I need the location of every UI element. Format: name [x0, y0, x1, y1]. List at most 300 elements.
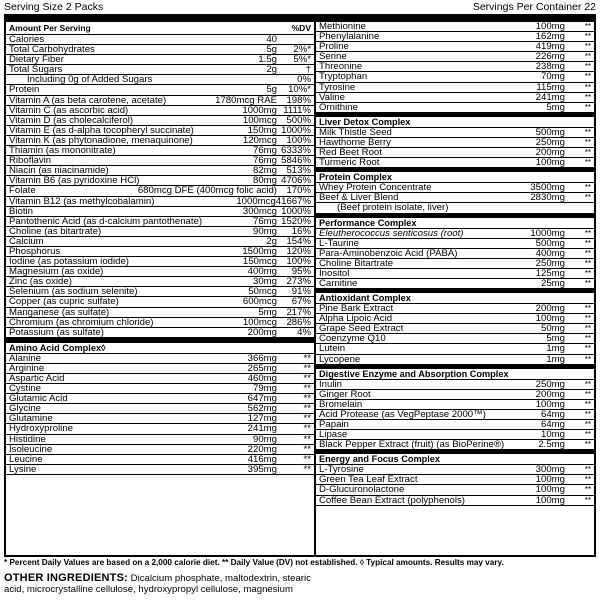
ingredient-dv: **	[303, 414, 311, 425]
ingredient-dv: 91%	[291, 287, 311, 298]
ingredient-name: Lutein	[319, 344, 346, 354]
table-row	[316, 138, 594, 148]
ingredient-dv: 1000%	[281, 206, 311, 217]
ingredient-amount: 115mg	[536, 82, 565, 93]
table-row	[316, 249, 594, 259]
ingredient-name: Vitamin B12 (as methylcobalamin)	[9, 196, 155, 206]
amount-per-serving-label: Amount Per Serving	[9, 23, 91, 33]
table-row	[6, 455, 314, 465]
table-row	[316, 355, 594, 365]
ingredient-name: Copper (as cupric sulfate)	[9, 297, 119, 307]
ingredient-amount: 200mg	[535, 389, 565, 400]
ingredient-amount: 10mg	[541, 430, 565, 441]
table-row	[6, 146, 314, 156]
ingredient-name: Lipase	[319, 430, 348, 440]
ingredient-dv: **	[584, 42, 591, 52]
ingredient-dv: **	[584, 62, 591, 72]
table-row	[316, 390, 594, 400]
ingredient-name: Isoleucine	[9, 444, 53, 454]
ingredient-dv: **	[584, 465, 591, 475]
ingredient-dv: **	[584, 409, 591, 419]
ingredient-amount: 395mg	[247, 464, 277, 475]
ingredient-amount: 64mg	[541, 409, 565, 420]
ingredient-name: Vitamin C (as ascorbic acid)	[9, 105, 129, 115]
ingredient-amount: 127mg	[247, 414, 277, 425]
table-row	[6, 166, 314, 176]
ingredient-amount: 460mg	[247, 374, 277, 384]
ingredient-amount: 300mg	[535, 465, 565, 476]
table-row	[6, 96, 314, 106]
ingredient-name: Chromium (as chromium chloride)	[9, 317, 154, 327]
amino-acid-complex-title: Amino Acid Complex◊	[6, 338, 314, 354]
ingredient-amount: 5g	[266, 85, 277, 96]
ingredient-name: Methionine	[319, 22, 366, 32]
ingredient-amount: 562mg	[247, 404, 277, 415]
table-row	[316, 158, 594, 168]
ingredient-dv: **	[584, 268, 591, 278]
table-row	[6, 75, 314, 85]
ingredient-dv: 513%	[286, 166, 311, 177]
column-header	[6, 22, 314, 35]
ingredient-name: Vitamin E (as d-alpha tocopheryl succinate)	[9, 125, 194, 135]
ingredient-amount: 600mcg	[242, 297, 277, 308]
table-row	[6, 267, 314, 277]
protein-list	[316, 183, 594, 213]
ingredient-name: Biotin	[9, 206, 33, 216]
ingredient-dv: **	[584, 399, 591, 409]
table-row	[6, 35, 314, 45]
ingredient-dv: **	[584, 102, 591, 112]
table-row	[316, 400, 594, 410]
ingredient-amount: 150mg	[247, 125, 277, 136]
table-row	[6, 186, 314, 196]
ingredient-dv: 500%	[286, 115, 311, 126]
ingredient-name: Selenium (as sodium selenite)	[9, 287, 138, 297]
ingredient-name: Lycopene	[319, 354, 361, 364]
ingredient-dv: **	[303, 374, 311, 384]
ingredient-dv: **	[584, 258, 591, 268]
ingredient-name: Black Pepper Extract (fruit) (as BioPerine®)	[319, 440, 505, 450]
serving-info	[4, 0, 596, 14]
ingredient-amount: 1000mg	[242, 105, 277, 116]
ingredient-dv: **	[303, 424, 311, 435]
table-row	[316, 304, 594, 314]
ingredient-amount: 79mg	[253, 384, 277, 395]
table-row	[316, 485, 594, 495]
ingredient-name: Total Sugars	[9, 65, 63, 75]
ingredient-amount: 2g	[266, 236, 277, 247]
ingredient-amount: 82mg	[253, 166, 277, 177]
ingredient-dv: **	[584, 127, 591, 137]
ingredient-name: Coenzyme Q10	[319, 334, 386, 344]
ingredient-dv: 1000%	[281, 125, 311, 136]
ingredient-dv: **	[584, 82, 591, 92]
performance-list	[316, 229, 594, 290]
ingredient-name: Potassium (as sulfate)	[9, 327, 104, 337]
table-row	[6, 227, 314, 237]
ingredient-dv: **	[584, 148, 591, 158]
ingredient-dv: **	[303, 454, 311, 465]
ingredient-amount: 250mg	[535, 258, 565, 269]
ingredient-dv: 170%	[286, 186, 311, 197]
ingredient-dv: 286%	[286, 317, 311, 328]
amino-continued-list	[316, 22, 594, 113]
table-row	[316, 103, 594, 113]
table-row	[316, 62, 594, 72]
ingredient-amount: 220mg	[247, 444, 277, 455]
ingredient-dv: **	[584, 228, 591, 238]
ingredient-dv: 217%	[286, 307, 311, 318]
ingredient-name: Including 0g of Added Sugars	[27, 75, 153, 85]
ingredient-amount: 30mg	[253, 277, 277, 288]
ingredient-amount: 400mg	[247, 267, 277, 278]
ingredient-amount: 1000mg	[530, 228, 565, 239]
serving-size: Serving Size 2 Packs	[4, 1, 104, 13]
servings-per-container: Servings Per Container 22	[472, 1, 596, 13]
ingredient-dv: **	[303, 353, 311, 364]
table-row	[6, 277, 314, 287]
table-row	[316, 52, 594, 62]
ingredient-dv: **	[584, 92, 591, 102]
table-row	[6, 197, 314, 207]
ingredient-dv: 2%*	[293, 45, 311, 56]
table-row	[316, 269, 594, 279]
ingredient-dv: **	[584, 314, 591, 324]
other-ingredients-line2: acid, microcrystalline cellulose, hydroxypropyl cellulose, magnesium	[4, 584, 293, 595]
ingredient-name: D-Glucuronolactone	[319, 485, 405, 495]
ingredient-name: Thiamin (as mononitrate)	[9, 146, 116, 156]
ingredient-amount: 100mcg	[242, 317, 277, 328]
ingredient-name: Histidine	[9, 434, 46, 444]
ingredient-amount: 3500mg	[530, 183, 565, 194]
table-row	[6, 354, 314, 364]
table-row	[6, 156, 314, 166]
table-row	[316, 279, 594, 289]
table-row	[316, 430, 594, 440]
ingredient-dv: **	[303, 464, 311, 475]
ingredient-name: Aspartic Acid	[9, 374, 65, 384]
ingredient-amount: 76mg	[253, 156, 277, 167]
table-row	[316, 410, 594, 420]
table-row	[316, 83, 594, 93]
table-row	[316, 465, 594, 475]
ingredient-name: Riboflavin	[9, 156, 52, 166]
ingredient-name: Hydroxyproline	[9, 424, 73, 434]
ingredient-amount: 400mg	[535, 248, 565, 259]
ingredient-dv: 95%	[291, 267, 311, 278]
table-row	[6, 404, 314, 414]
energy-list	[316, 465, 594, 505]
table-row	[316, 32, 594, 42]
ingredient-dv: **	[584, 485, 591, 495]
ingredient-name: Cystine	[9, 384, 41, 394]
table-row	[316, 203, 594, 213]
ingredient-amount: 2g	[266, 65, 277, 76]
ingredient-dv: **	[584, 248, 591, 258]
ingredient-dv: **	[584, 324, 591, 334]
ingredient-name: Valine	[319, 92, 345, 102]
ingredient-name: Acid Protease (as VegPeptase 2000™)	[319, 409, 486, 419]
table-row	[6, 207, 314, 217]
ingredient-name: Serine	[319, 52, 347, 62]
ingredient-amount: 226mg	[535, 52, 565, 63]
table-row	[316, 475, 594, 485]
ingredient-name: Hawthorne Berry	[319, 137, 391, 148]
ingredient-name: Ornithine	[319, 102, 358, 112]
ingredient-dv: 100%	[286, 135, 311, 146]
ingredient-name: Arginine	[9, 363, 45, 373]
ingredient-amount: 250mg	[535, 137, 565, 148]
antioxidant-complex-title: Antioxidant Complex	[316, 289, 594, 304]
ingredient-amount: 100mg	[535, 158, 565, 169]
ingredient-amount: 76mg	[253, 146, 277, 157]
ingredient-dv: **	[584, 475, 591, 485]
ingredient-name: (Beef protein isolate, liver)	[337, 203, 449, 213]
ingredient-dv: 1520%	[281, 216, 311, 227]
ingredient-amount: 200mg	[247, 327, 277, 338]
ingredient-dv: **	[584, 193, 591, 203]
ingredient-name: Inulin	[319, 379, 342, 389]
table-row	[6, 65, 314, 75]
ingredient-name: Leucine	[9, 454, 43, 464]
table-row	[316, 193, 594, 203]
ingredient-name: Alanine	[9, 353, 42, 363]
ingredient-amount: 1000mcg	[236, 196, 276, 207]
ingredient-amount: 100mg	[535, 475, 565, 486]
table-row	[316, 259, 594, 269]
ingredient-name: Alpha Lipoic Acid	[319, 314, 393, 324]
ingredient-dv: 16%	[291, 226, 311, 237]
ingredient-amount: 64mg	[541, 420, 565, 430]
ingredient-amount: 25mg	[541, 278, 565, 289]
ingredient-amount: 90mg	[253, 226, 277, 237]
ingredient-amount: 50mg	[541, 324, 565, 335]
ingredient-name: Proline	[319, 42, 349, 52]
ingredient-name: Coffee Bean Extract (polyphenols)	[319, 495, 465, 505]
liver-list	[316, 128, 594, 168]
ingredient-dv: 10%*	[288, 85, 311, 96]
ingredient-amount: 76mg	[253, 216, 277, 227]
table-row	[316, 496, 594, 506]
table-row	[6, 297, 314, 307]
ingredient-dv: **	[303, 363, 311, 374]
ingredient-name: Tyrosine	[319, 82, 356, 92]
ingredient-dv: **	[584, 389, 591, 399]
table-row	[6, 374, 314, 384]
ingredient-amount: 100mg	[535, 314, 565, 325]
ingredient-name: Turmeric Root	[319, 158, 380, 168]
ingredient-name: Vitamin K (as phytonadione, menaquinone)	[9, 135, 193, 146]
ingredient-amount: 647mg	[247, 394, 277, 405]
table-row	[6, 318, 314, 328]
ingredient-name: Inositol	[319, 268, 350, 278]
protein-complex-title: Protein Complex	[316, 168, 594, 183]
table-row	[6, 308, 314, 318]
digestive-list	[316, 380, 594, 451]
ingredient-amount: 150mcg	[242, 257, 277, 268]
ingredient-dv: 120%	[286, 246, 311, 257]
ingredient-amount: 300mcg	[242, 206, 277, 217]
ingredient-dv: 6333%	[281, 146, 311, 157]
ingredient-name: Threonine	[319, 62, 363, 72]
table-row	[316, 72, 594, 82]
table-row	[316, 314, 594, 324]
ingredient-dv: **	[584, 238, 591, 248]
ingredient-amount: 2830mg	[530, 193, 565, 204]
ingredient-dv: 0%	[297, 75, 311, 86]
table-row	[6, 445, 314, 455]
digestive-complex-title: Digestive Enzyme and Absorption Complex	[316, 365, 594, 380]
ingredient-amount: 1mg	[546, 354, 565, 365]
ingredient-dv: **	[584, 354, 591, 364]
nutrient-list	[6, 35, 314, 338]
energy-focus-title: Energy and Focus Complex	[316, 450, 594, 465]
ingredient-amount: 40	[266, 35, 277, 45]
ingredient-dv: 5846%	[281, 156, 311, 167]
table-row	[316, 334, 594, 344]
ingredient-amount: 50mcg	[248, 287, 277, 298]
ingredient-amount: 241mg	[247, 424, 277, 435]
ingredient-dv: **	[303, 394, 311, 405]
table-row	[316, 93, 594, 103]
other-ingredients	[4, 573, 334, 595]
dv-label: %DV	[291, 23, 311, 33]
ingredient-name: Folate	[9, 186, 36, 196]
table-row	[6, 394, 314, 404]
ingredient-amount: 90mg	[253, 434, 277, 445]
table-row	[6, 384, 314, 394]
ingredient-dv: 4706%	[281, 176, 311, 187]
table-row	[6, 116, 314, 126]
ingredient-amount: 80mg	[253, 176, 277, 187]
amino-list	[6, 354, 314, 475]
ingredient-amount: 100mg	[535, 22, 565, 32]
ingredient-dv: †	[305, 65, 311, 76]
ingredient-dv: **	[584, 183, 591, 193]
other-ingredients-line1: Dicalcium phosphate, maltodextrin, stearic	[130, 573, 311, 584]
ingredient-dv: **	[584, 334, 591, 344]
ingredient-name: Tryptophan	[319, 72, 368, 82]
ingredient-name: Carnitine	[319, 278, 358, 289]
ingredient-name: Pine Bark Extract	[319, 304, 394, 314]
table-row	[6, 217, 314, 227]
ingredient-dv: 1111%	[283, 105, 311, 116]
ingredient-amount: 2.5mg	[538, 440, 565, 451]
ingredient-amount: 5mg	[258, 307, 277, 318]
right-column	[316, 22, 594, 555]
ingredient-amount: 419mg	[535, 42, 565, 53]
ingredient-dv: 198%	[286, 95, 311, 106]
ingredient-amount: 120mcg	[242, 135, 277, 146]
ingredient-name: Phosphorus	[9, 246, 61, 257]
table-row	[6, 247, 314, 257]
table-row	[6, 106, 314, 116]
ingredient-amount: 5mg	[546, 334, 565, 345]
table-row	[316, 440, 594, 450]
ingredient-dv: **	[584, 52, 591, 62]
table-row	[316, 42, 594, 52]
footnote: * Percent Daily Values are based on a 2,000 calorie diet. ** Daily Value (DV) not established. ◊ Typical amounts. Results may vary.	[4, 555, 596, 570]
ingredient-amount: 250mg	[535, 379, 565, 390]
ingredient-name: Beef & Liver Blend	[319, 193, 399, 203]
antioxidant-list	[316, 304, 594, 365]
table-row	[6, 287, 314, 297]
ingredient-name: Vitamin B6 (as pyridoxine HCl)	[9, 176, 140, 186]
ingredient-amount: 125mg	[535, 268, 565, 279]
ingredient-dv: **	[584, 344, 591, 354]
ingredient-amount: 200mg	[535, 304, 565, 315]
ingredient-amount: 238mg	[535, 62, 565, 73]
table-row	[6, 45, 314, 55]
ingredient-name: Zinc (as oxide)	[9, 277, 72, 287]
ingredient-name: Whey Protein Concentrate	[319, 183, 432, 193]
ingredient-amount: 1780mcg RAE	[215, 95, 277, 106]
ingredient-amount: 5mg	[546, 102, 565, 113]
ingredient-name: Dietary Fiber	[9, 55, 64, 65]
ingredient-name: Manganese (as sulfate)	[9, 307, 110, 317]
left-column	[6, 22, 316, 555]
ingredient-dv: 100%	[286, 257, 311, 268]
table-row	[316, 148, 594, 158]
ingredient-name: L-Tyrosine	[319, 465, 364, 475]
ingredient-name: Para-Aminobenzoic Acid (PABA)	[319, 248, 458, 258]
ingredient-dv: **	[584, 137, 591, 147]
ingredient-name: Calories	[9, 35, 45, 45]
ingredient-name: Eleutherococcus senticosus (root)	[319, 228, 464, 238]
ingredient-amount: 680mcg DFE (400mcg folic acid)	[137, 186, 277, 197]
ingredient-amount: 100mcg	[242, 115, 277, 126]
ingredient-amount: 1mg	[546, 344, 565, 355]
ingredient-name: Protein	[9, 85, 40, 95]
ingredient-amount: 1500mg	[242, 246, 277, 257]
ingredient-dv: **	[584, 440, 591, 450]
table-row	[316, 420, 594, 430]
ingredient-name: L-Taurine	[319, 238, 359, 248]
ingredient-name: Vitamin A (as beta carotene, acetate)	[9, 95, 167, 105]
ingredient-name: Milk Thistle Seed	[319, 127, 392, 137]
ingredient-amount: 241mg	[535, 92, 565, 103]
ingredient-name: Glycine	[9, 404, 41, 414]
table-row	[6, 414, 314, 424]
table-row	[6, 55, 314, 65]
ingredient-name: Glutamic Acid	[9, 394, 68, 404]
ingredient-dv: **	[303, 444, 311, 455]
ingredient-amount: 162mg	[535, 32, 565, 43]
ingredient-dv: **	[584, 72, 591, 82]
table-row	[316, 229, 594, 239]
ingredient-dv: **	[584, 495, 591, 505]
ingredient-name: Total Carbohydrates	[9, 45, 95, 55]
table-row	[316, 344, 594, 354]
table-row	[316, 324, 594, 334]
ingredient-name: Iodine (as potassium iodide)	[9, 257, 129, 267]
ingredient-dv: **	[303, 384, 311, 395]
liver-detox-title: Liver Detox Complex	[316, 113, 594, 128]
ingredient-dv: 5%*	[293, 55, 311, 66]
ingredient-name: Phenylalanine	[319, 32, 380, 42]
other-ingredients-title: OTHER INGREDIENTS:	[4, 572, 128, 584]
table-row	[316, 22, 594, 32]
ingredient-dv: 154%	[286, 236, 311, 247]
table-row	[6, 237, 314, 247]
ingredient-dv: **	[584, 278, 591, 288]
ingredient-name: Pantothenic Acid (as d-calcium pantothenate)	[9, 216, 203, 226]
ingredient-name: Red Beet Root	[319, 148, 382, 158]
ingredient-dv: **	[584, 379, 591, 389]
table-row	[6, 126, 314, 136]
ingredient-amount: 366mg	[247, 353, 277, 364]
ingredient-dv: **	[584, 158, 591, 168]
